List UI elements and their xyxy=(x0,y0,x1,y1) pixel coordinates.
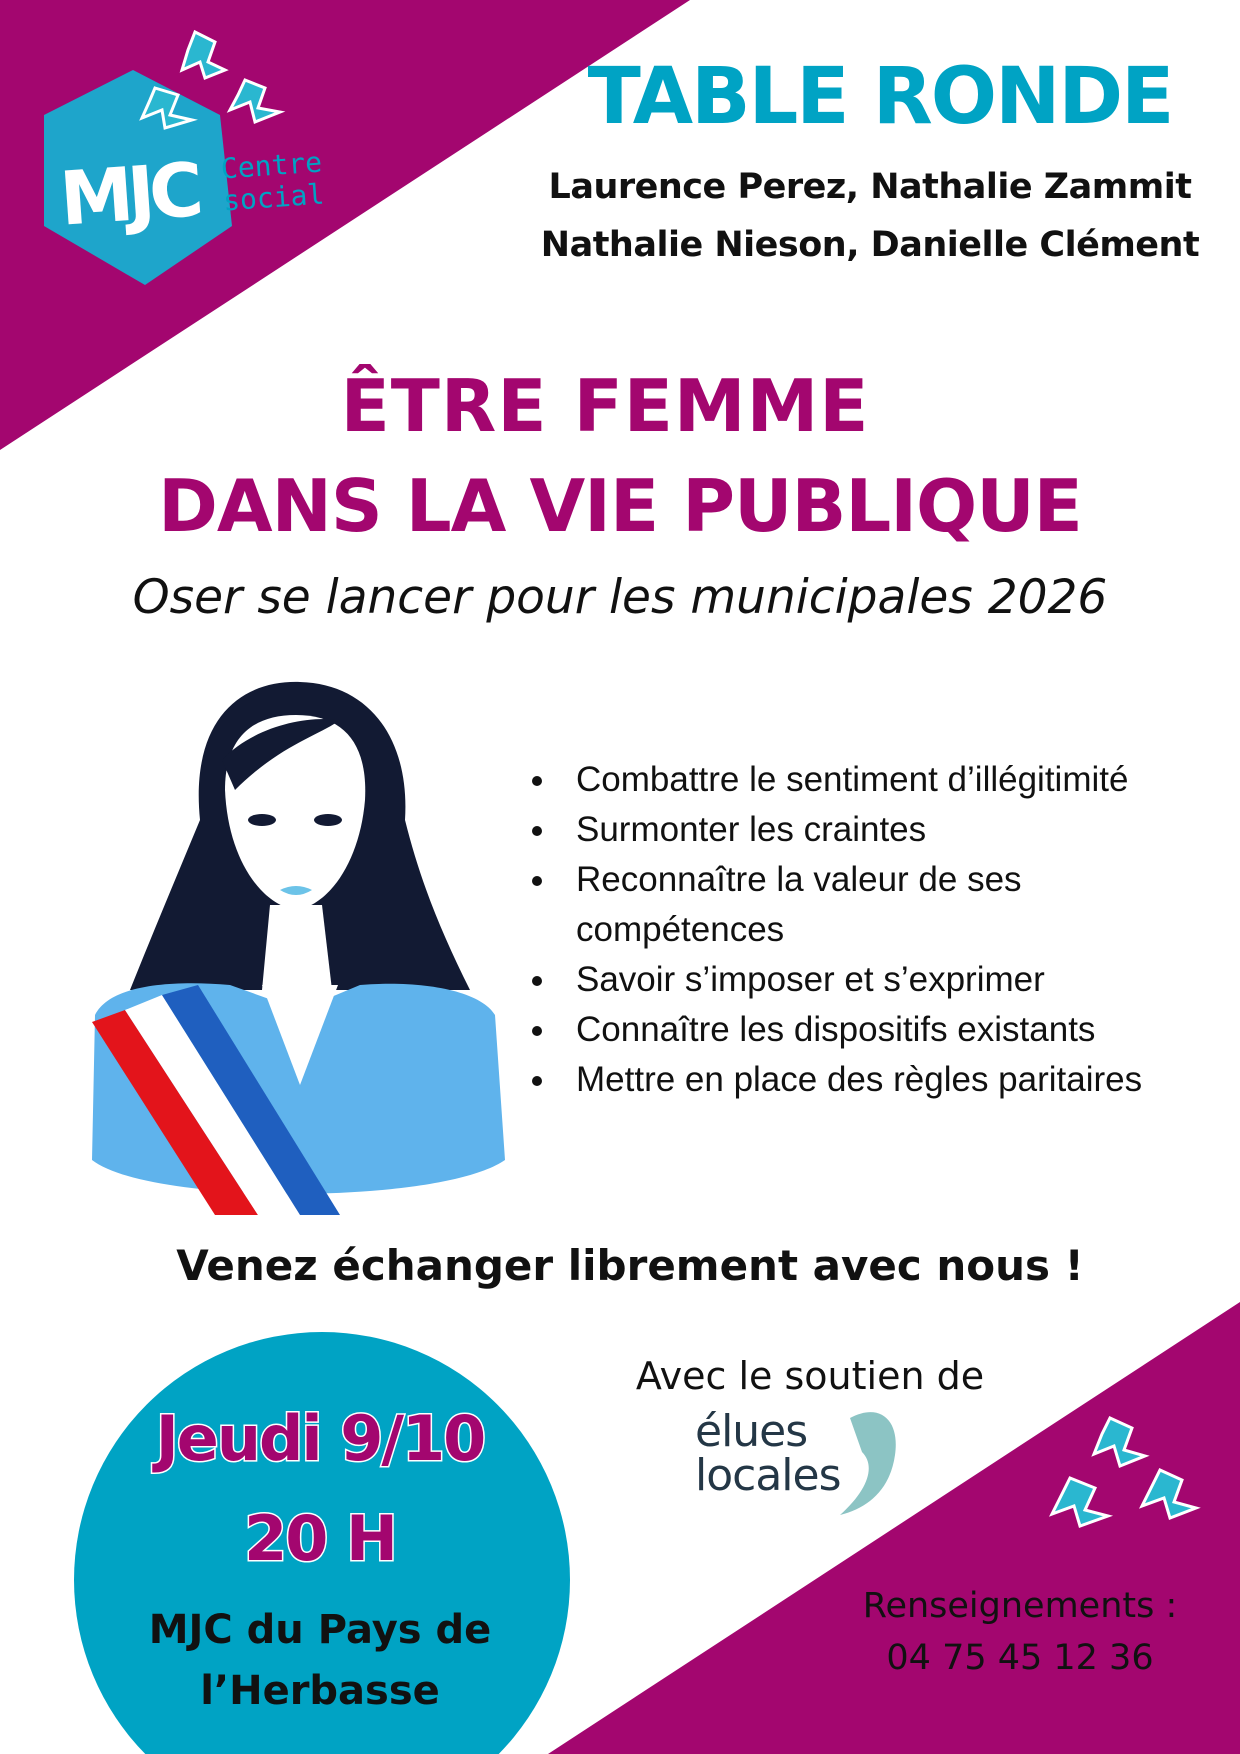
event-venue-line2: l’Herbasse xyxy=(200,1668,440,1714)
contact-info xyxy=(820,1580,1220,1684)
elues-locales-logo-mark xyxy=(840,1412,896,1515)
event-venue xyxy=(70,1600,570,1722)
bullet-icon xyxy=(532,976,542,986)
list-item: Mettre en place des règles paritaires xyxy=(528,1055,1208,1105)
sponsor-name-line1: élues xyxy=(695,1406,808,1457)
speakers-line2: Nathalie Nieson, Danielle Clément xyxy=(540,225,1200,265)
logo-acronym: MJC xyxy=(57,147,201,243)
list-item: Surmonter les craintes xyxy=(528,805,1208,855)
bullet-icon xyxy=(532,826,542,836)
sponsor-intro: Avec le soutien de xyxy=(635,1354,985,1398)
event-type-heading: TABLE RONDE xyxy=(587,52,1173,142)
list-item: Connaître les dispositifs existants xyxy=(528,1005,1208,1055)
neck xyxy=(262,905,332,990)
main-title-line2: DANS LA VIE PUBLIQUE xyxy=(158,464,1082,548)
contact-label: Renseignements : xyxy=(862,1586,1178,1626)
sponsor-logo-text xyxy=(695,1406,841,1501)
bullet-icon xyxy=(532,1076,542,1086)
sponsor-name-line2: locales xyxy=(695,1450,841,1501)
speakers xyxy=(520,158,1220,274)
event-venue-line1: MJC du Pays de xyxy=(148,1607,492,1653)
main-title-line1: ÊTRE FEMME xyxy=(340,364,870,448)
topics-list xyxy=(528,755,1208,1105)
event-date: Jeudi 9/10 xyxy=(155,1402,485,1475)
logo-subtitle xyxy=(220,147,325,218)
main-subtitle: Oser se lancer pour les municipales 2026 xyxy=(132,570,1108,625)
bullet-icon xyxy=(532,876,542,886)
contact-phone: 04 75 45 12 36 xyxy=(886,1638,1154,1678)
logo-subtitle-line2: social xyxy=(222,177,326,218)
right-eye xyxy=(314,814,342,826)
list-item: Savoir s’imposer et s’exprimer xyxy=(528,955,1208,1005)
invitation-text: Venez échanger librement avec nous ! xyxy=(176,1241,1084,1290)
event-time: 20 H xyxy=(244,1502,396,1575)
speakers-line1: Laurence Perez, Nathalie Zammit xyxy=(548,167,1192,207)
bullet-icon xyxy=(532,776,542,786)
woman-illustration xyxy=(92,682,505,1215)
list-item: Combattre le sentiment d’illégitimité xyxy=(528,755,1208,805)
bullet-icon xyxy=(532,1026,542,1036)
left-eye xyxy=(248,814,276,826)
logo-subtitle-line1: Centre xyxy=(219,145,324,186)
list-item: Reconnaître la valeur de ses compétences xyxy=(528,855,1208,955)
